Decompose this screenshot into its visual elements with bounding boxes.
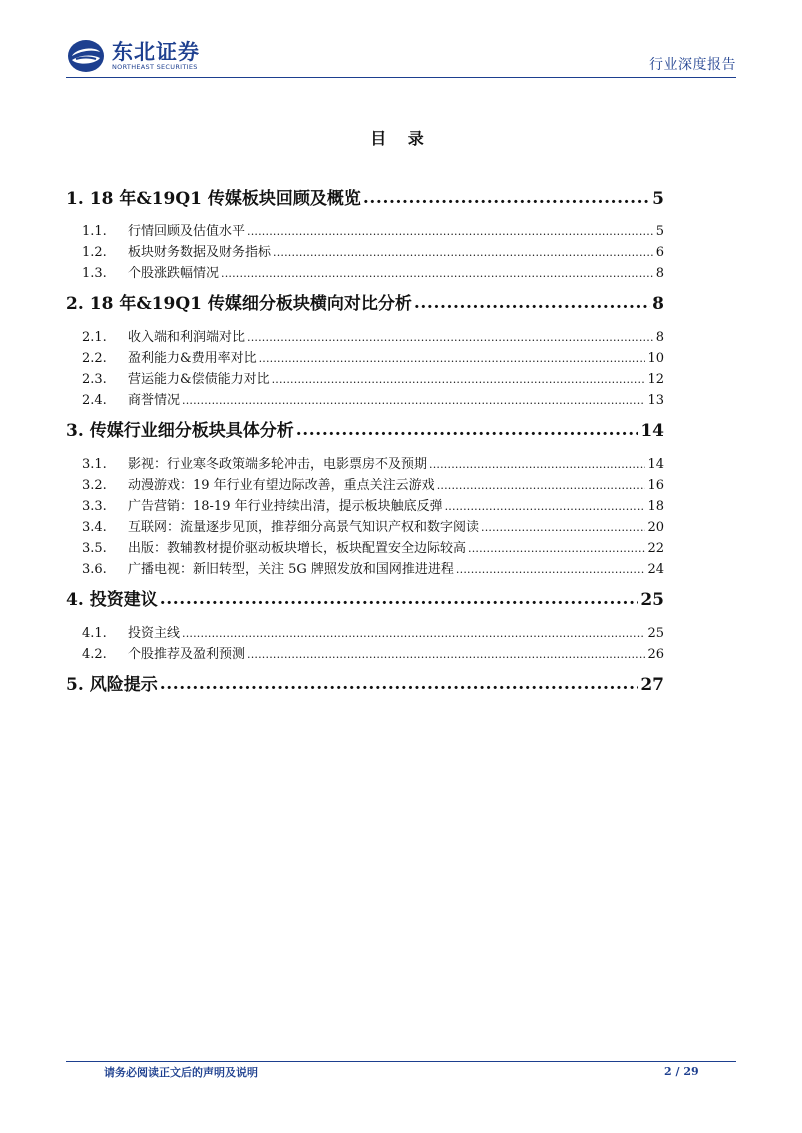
toc-entry-page-number[interactable]: 20 [647, 520, 664, 535]
toc-entry-number: 3.2. [82, 478, 107, 493]
toc-leader-dots [247, 329, 654, 342]
toc-leader-dots [160, 675, 639, 692]
toc-entry-label[interactable]: 行情回顾及估值水平 [128, 224, 246, 239]
toc-entry-label[interactable]: 投资主线 [128, 626, 181, 641]
toc-leader-dots [259, 350, 646, 363]
toc-entry-number: 3.6. [82, 562, 107, 577]
toc-entry-label[interactable]: 传媒行业细分板块具体分析 [89, 421, 294, 441]
toc-entry-label[interactable]: 商誉情况 [128, 393, 181, 408]
toc-entry-label[interactable]: 广播电视：新旧转型，关注 5G 牌照发放和国网推进进程 [128, 562, 454, 577]
toc-entry-page-number[interactable]: 27 [640, 675, 664, 695]
toc-entry-number: 3.3. [82, 499, 107, 514]
toc-leader-dots [481, 519, 645, 532]
toc-entry-number: 3.1. [82, 457, 107, 472]
toc-leader-dots [247, 646, 645, 659]
toc-section-entry[interactable] [66, 290, 664, 314]
toc-leader-dots [468, 540, 645, 553]
logo-english-name: NORTHEAST SECURITIES [112, 62, 198, 71]
toc-entry-number: 4. [66, 590, 84, 610]
toc-entry-page-number[interactable]: 16 [647, 478, 664, 493]
toc-entry-label[interactable]: 个股推荐及盈利预测 [128, 647, 246, 662]
toc-section-entry[interactable] [66, 586, 664, 610]
page-header [66, 34, 736, 76]
toc-entry-label[interactable]: 广告营销：18-19 年行业持续出清，提示板块触底反弹 [128, 499, 443, 514]
toc-entry-page-number[interactable]: 8 [652, 294, 664, 314]
toc-subsection-entry[interactable] [66, 369, 664, 387]
toc-entry-page-number[interactable]: 6 [655, 245, 664, 260]
toc-entry-label[interactable]: 个股涨跌幅情况 [128, 266, 220, 281]
toc-subsection-entry[interactable] [66, 644, 664, 662]
toc-entry-page-number[interactable]: 22 [647, 541, 664, 556]
footer-disclaimer: 请务必阅读正文后的声明及说明 [104, 1066, 258, 1079]
toc-leader-dots [160, 590, 639, 607]
toc-leader-dots [414, 294, 650, 311]
toc-entry-number: 1.1. [82, 224, 107, 239]
toc-entry-number: 3.5. [82, 541, 107, 556]
toc-entry-number: 2.4. [82, 393, 107, 408]
toc-entry-label[interactable]: 动漫游戏：19 年行业有望边际改善，重点关注云游戏 [128, 478, 435, 493]
toc-entry-label[interactable]: 影视：行业寒冬政策端多轮冲击，电影票房不及预期 [128, 457, 428, 472]
toc-entry-page-number[interactable]: 14 [647, 457, 664, 472]
toc-entry-page-number[interactable]: 24 [647, 562, 664, 577]
toc-subsection-entry[interactable] [66, 263, 664, 281]
toc-entry-number: 4.1. [82, 626, 107, 641]
toc-subsection-entry[interactable] [66, 623, 664, 641]
toc-subsection-entry[interactable] [66, 390, 664, 408]
toc-entry-number: 2.1. [82, 330, 107, 345]
toc-entry-label[interactable]: 风险提示 [89, 675, 158, 695]
toc-entry-number: 5. [66, 675, 84, 695]
toc-entry-page-number[interactable]: 5 [652, 189, 664, 209]
report-type-label: 行业深度报告 [649, 57, 736, 73]
toc-entry-page-number[interactable]: 10 [647, 351, 664, 366]
company-logo [66, 38, 200, 74]
toc-entry-label[interactable]: 营运能力&偿债能力对比 [128, 372, 270, 387]
toc-leader-dots [182, 392, 645, 405]
toc-entry-label[interactable]: 收入端和利润端对比 [128, 330, 246, 345]
toc-subsection-entry[interactable] [66, 496, 664, 514]
toc-entry-label[interactable]: 板块财务数据及财务指标 [128, 245, 272, 260]
toc-leader-dots [182, 625, 645, 638]
toc-section-entry[interactable] [66, 185, 664, 209]
toc-subsection-entry[interactable] [66, 559, 664, 577]
page-indicator: 2 / 29 [664, 1065, 699, 1078]
toc-leader-dots [296, 421, 639, 438]
footer-divider [66, 1061, 736, 1062]
toc-entry-number: 2.2. [82, 351, 107, 366]
toc-subsection-entry[interactable] [66, 348, 664, 366]
toc-leader-dots [456, 561, 646, 574]
toc-title: 目 录 [370, 129, 432, 148]
toc-entry-page-number[interactable]: 14 [640, 421, 664, 441]
toc-section-entry[interactable] [66, 671, 664, 695]
toc-entry-number: 4.2. [82, 647, 107, 662]
toc-leader-dots [272, 371, 646, 384]
toc-leader-dots [273, 244, 654, 257]
toc-entry-number: 1.3. [82, 266, 107, 281]
toc-entry-number: 2.3. [82, 372, 107, 387]
toc-entry-page-number[interactable]: 26 [647, 647, 664, 662]
toc-entry-label[interactable]: 投资建议 [89, 590, 158, 610]
toc-leader-dots [429, 456, 645, 469]
toc-subsection-entry[interactable] [66, 221, 664, 239]
toc-subsection-entry[interactable] [66, 242, 664, 260]
toc-entry-number: 3.4. [82, 520, 107, 535]
toc-subsection-entry[interactable] [66, 327, 664, 345]
toc-leader-dots [363, 189, 650, 206]
toc-entry-page-number[interactable]: 18 [647, 499, 664, 514]
toc-leader-dots [445, 498, 646, 511]
toc-entry-number: 1. [66, 189, 84, 209]
toc-section-entry[interactable] [66, 417, 664, 441]
toc-entry-page-number[interactable]: 12 [647, 372, 664, 387]
toc-entry-number: 3. [66, 421, 84, 441]
toc-entry-number: 2. [66, 294, 84, 314]
toc-entry-page-number[interactable]: 8 [655, 330, 664, 345]
toc-entry-label[interactable]: 出版：教辅教材提价驱动板块增长，板块配置安全边际较高 [128, 541, 467, 556]
toc-entry-page-number[interactable]: 25 [640, 590, 664, 610]
northeast-securities-logo-icon [66, 38, 106, 74]
toc-leader-dots [221, 265, 654, 278]
toc-entry-page-number[interactable]: 5 [655, 224, 664, 239]
logo-chinese-name: 东北证券 [112, 39, 200, 64]
toc-entry-page-number[interactable]: 13 [647, 393, 664, 408]
toc-entry-number: 1.2. [82, 245, 107, 260]
toc-subsection-entry[interactable] [66, 475, 664, 493]
toc-entry-label[interactable]: 互联网：流量逐步见顶，推荐细分高景气知识产权和数字阅读 [128, 520, 480, 535]
toc-subsection-entry[interactable] [66, 517, 664, 535]
toc-subsection-entry[interactable] [66, 538, 664, 556]
header-divider [66, 77, 736, 78]
toc-subsection-entry[interactable] [66, 454, 664, 472]
toc-entry-page-number[interactable]: 25 [647, 626, 664, 641]
toc-leader-dots [437, 477, 646, 490]
toc-entry-label[interactable]: 18 年&19Q1 传媒细分板块横向对比分析 [89, 294, 412, 314]
toc-leader-dots [247, 223, 654, 236]
toc-entry-label[interactable]: 18 年&19Q1 传媒板块回顾及概览 [89, 189, 361, 209]
toc-entry-page-number[interactable]: 8 [655, 266, 664, 281]
toc-entry-label[interactable]: 盈利能力&费用率对比 [128, 351, 257, 366]
